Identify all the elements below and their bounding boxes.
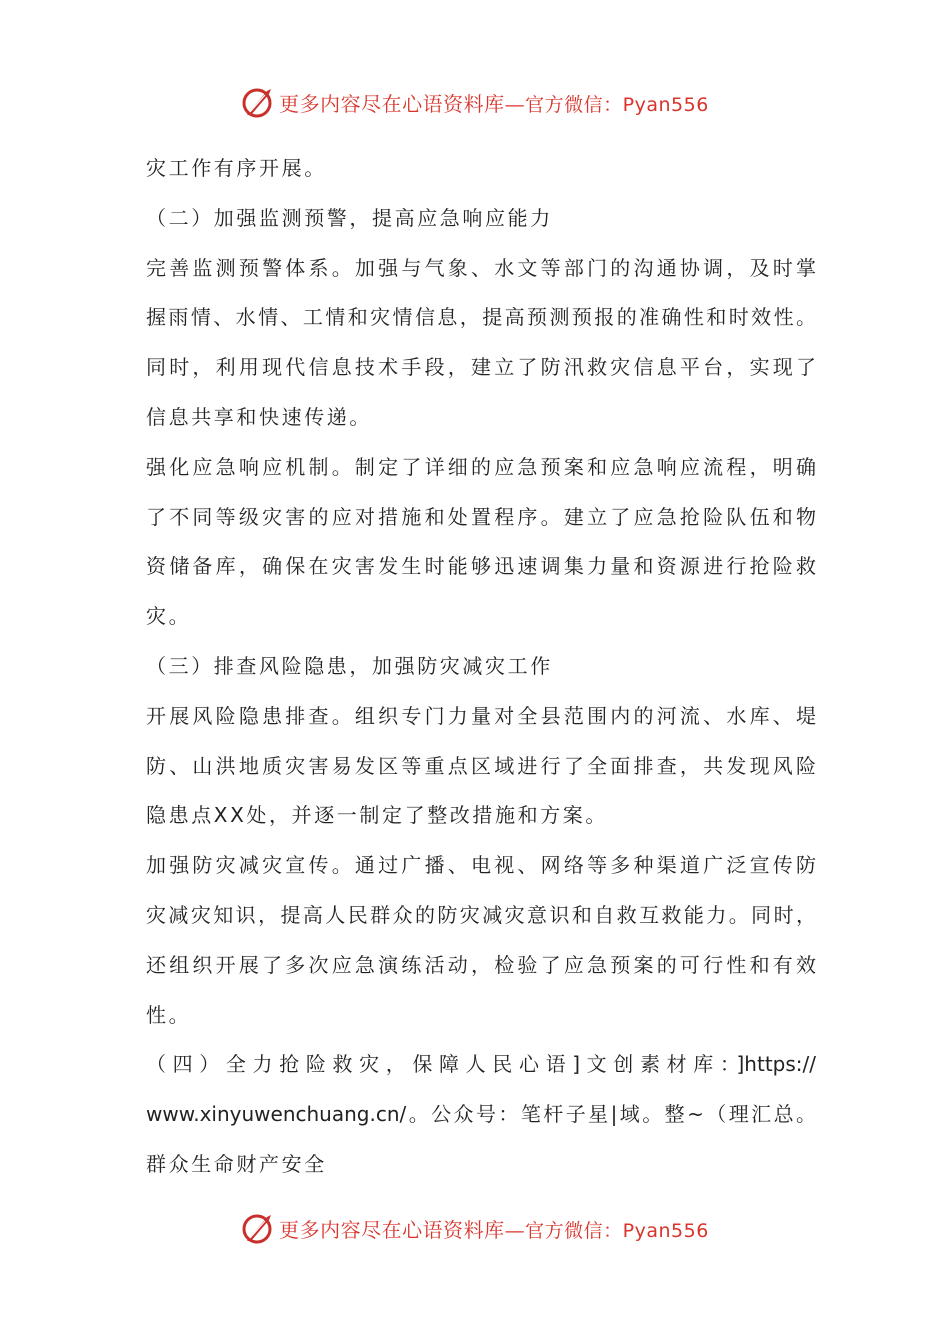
- paragraph-line: 灾。: [146, 604, 192, 629]
- paragraph-line: 加强防灾减灾宣传。通过广播、电视、网络等多种渠道广泛宣传防: [146, 853, 816, 878]
- section-heading: （三）排查风险隐患，加强防灾减灾工作: [146, 653, 553, 678]
- paragraph-line: 强化应急响应机制。制定了详细的应急预案和应急响应流程，明确: [146, 454, 816, 479]
- paragraph-line: 资储备库，确保在灾害发生时能够迅速调集力量和资源进行抢险救: [146, 554, 816, 579]
- document-body: [146, 144, 816, 1190]
- section-heading: （四）全力抢险救灾，保障人民心语]文创素材库：]https://: [146, 1052, 816, 1077]
- paragraph-line: 开展风险隐患排查。组织专门力量对全县范围内的河流、水库、堤: [146, 703, 816, 728]
- quill-pen-logo-icon: [241, 85, 275, 119]
- paragraph-line: 握雨情、水情、工情和灾情信息，提高预测预报的准确性和时效性。: [146, 305, 816, 330]
- paragraph-line: 信息共享和快速传递。: [146, 404, 372, 429]
- paragraph-line: www.xinyuwenchuang.cn/。公众号：笔杆子星|域。整~（理汇总。: [146, 1102, 816, 1127]
- paragraph-line: 同时，利用现代信息技术手段，建立了防汛救灾信息平台，实现了: [146, 355, 816, 380]
- section-heading: （二）加强监测预警，提高应急响应能力: [146, 205, 553, 230]
- quill-pen-logo-icon: [241, 1211, 275, 1245]
- banner-text: 更多内容尽在心语资料库—官方微信：Pyan556: [279, 1217, 709, 1242]
- paragraph-line: 性。: [146, 1002, 192, 1027]
- header-banner: [0, 82, 950, 122]
- paragraph-line: 完善监测预警体系。加强与气象、水文等部门的沟通协调，及时掌: [146, 255, 816, 280]
- paragraph-line: 灾工作有序开展。: [146, 156, 327, 180]
- paragraph-line: 灾减灾知识，提高人民群众的防灾减灾意识和自救互救能力。同时，: [146, 902, 816, 927]
- footer-banner: [0, 1208, 950, 1248]
- paragraph-line: 隐患点XX处，并逐一制定了整改措施和方案。: [146, 803, 609, 828]
- paragraph-line: 了不同等级灾害的应对措施和处置程序。建立了应急抢险队伍和物: [146, 504, 816, 529]
- banner-text: 更多内容尽在心语资料库—官方微信：Pyan556: [279, 91, 709, 116]
- paragraph-line: 群众生命财产安全: [146, 1151, 327, 1176]
- paragraph-line: 防、山洪地质灾害易发区等重点区域进行了全面排查，共发现风险: [146, 753, 816, 778]
- paragraph-line: 还组织开展了多次应急演练活动，检验了应急预案的可行性和有效: [146, 952, 816, 977]
